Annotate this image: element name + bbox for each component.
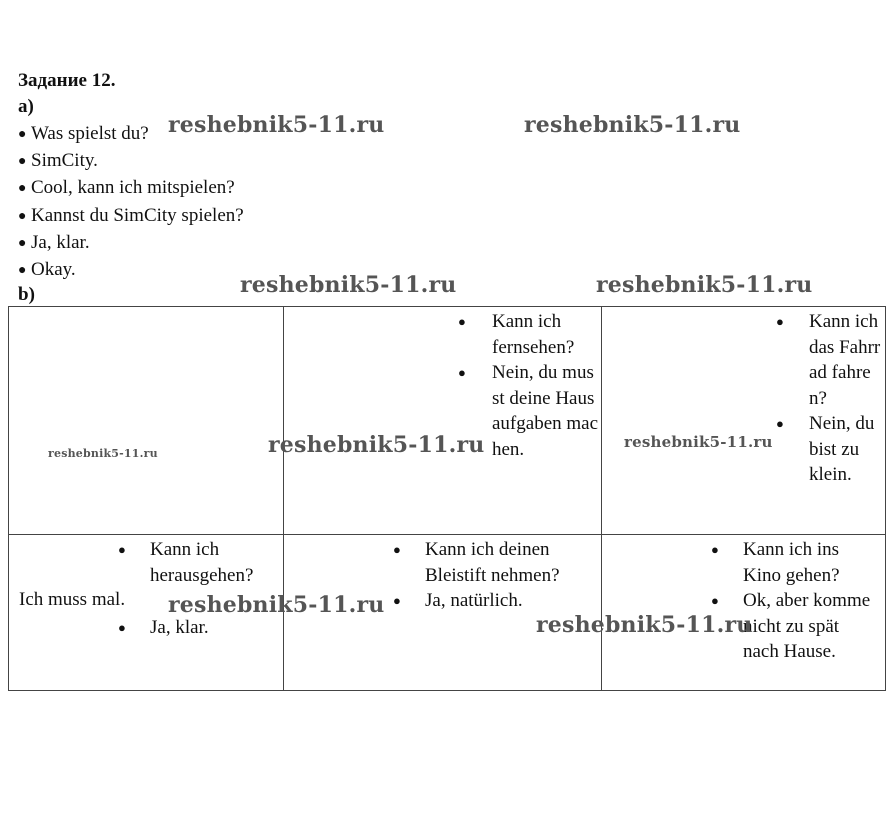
bullet-icon: ● xyxy=(393,593,401,608)
bullet-icon: ● xyxy=(458,365,466,380)
list-item: ● Ja, natürlich. xyxy=(425,588,597,614)
cell-dialog-list xyxy=(118,537,280,641)
bullet-icon: ● xyxy=(776,416,784,431)
watermark-text: reshebnik5-11.ru xyxy=(168,112,385,138)
list-item: ● Cool, kann ich mitspielen? xyxy=(18,174,244,201)
cell-dialog-list xyxy=(393,537,597,614)
list-item: ● Ok, aber komme nicht zu spät nach Hause. xyxy=(711,590,871,662)
cell-dialog-list xyxy=(711,537,871,665)
bullet-icon: ● xyxy=(393,542,401,557)
watermark-text: reshebnik5-11.ru xyxy=(624,433,773,451)
bullet-icon: ● xyxy=(18,154,27,170)
task-title: Задание 12. xyxy=(18,70,116,91)
watermark-text: reshebnik5-11.ru xyxy=(168,592,385,618)
cell-dialog-list xyxy=(458,309,600,462)
watermark-text: reshebnik5-11.ru xyxy=(268,432,485,458)
cell-plain-text: Ich muss mal. xyxy=(19,589,126,610)
table-row xyxy=(9,535,886,691)
list-item: ● Kann ich fernsehen? xyxy=(458,311,575,358)
part-b-label: b) xyxy=(18,284,35,305)
list-item: ● Ja, klar. xyxy=(18,229,244,256)
dialog-b-table xyxy=(8,306,886,691)
watermark-text: reshebnik5-11.ru xyxy=(596,272,813,298)
list-item: ● Okay. xyxy=(18,256,244,283)
list-item: ● Kann ich herausgehen? xyxy=(118,539,254,586)
list-item: ● Nein, du musst deine Hausaufgaben machen. xyxy=(458,362,599,460)
bullet-icon: ● xyxy=(18,208,27,224)
list-item: ● Kannst du SimCity spielen? xyxy=(18,202,244,229)
bullet-icon: ● xyxy=(458,314,466,329)
list-item: ● Nein, du bist zu klein. xyxy=(776,413,875,485)
table-cell-r1c1 xyxy=(9,307,284,535)
watermark-text: reshebnik5-11.ru xyxy=(524,112,741,138)
watermark-text: reshebnik5-11.ru xyxy=(240,272,457,298)
watermark-text: reshebnik5-11.ru xyxy=(48,447,158,460)
list-item: ● Kann ich ins Kino gehen? xyxy=(711,539,840,586)
list-item: ● Ja, klar. xyxy=(150,615,280,641)
cell-dialog-list xyxy=(776,309,881,488)
table-row xyxy=(9,307,886,535)
bullet-icon: ● xyxy=(776,314,784,329)
table-cell-r1c2 xyxy=(284,307,602,535)
dialog-a-list xyxy=(18,120,244,283)
part-a-label: а) xyxy=(18,96,34,117)
list-item: ● Kann ich deinen Bleistift nehmen? xyxy=(393,539,560,586)
list-item: ● Kann ich das Fahrrad fahren? xyxy=(776,311,881,409)
list-item: ● SimCity. xyxy=(18,147,244,174)
watermark-text: reshebnik5-11.ru xyxy=(536,612,753,638)
bullet-icon: ● xyxy=(18,262,27,278)
table-cell-r1c3 xyxy=(602,307,886,535)
bullet-icon: ● xyxy=(118,620,126,635)
bullet-icon: ● xyxy=(711,593,719,608)
list-item: ● Was spielst du? xyxy=(18,120,244,147)
bullet-icon: ● xyxy=(18,181,27,197)
bullet-icon: ● xyxy=(118,542,126,557)
bullet-icon: ● xyxy=(18,127,27,142)
bullet-icon: ● xyxy=(18,235,27,251)
bullet-icon: ● xyxy=(711,542,719,557)
